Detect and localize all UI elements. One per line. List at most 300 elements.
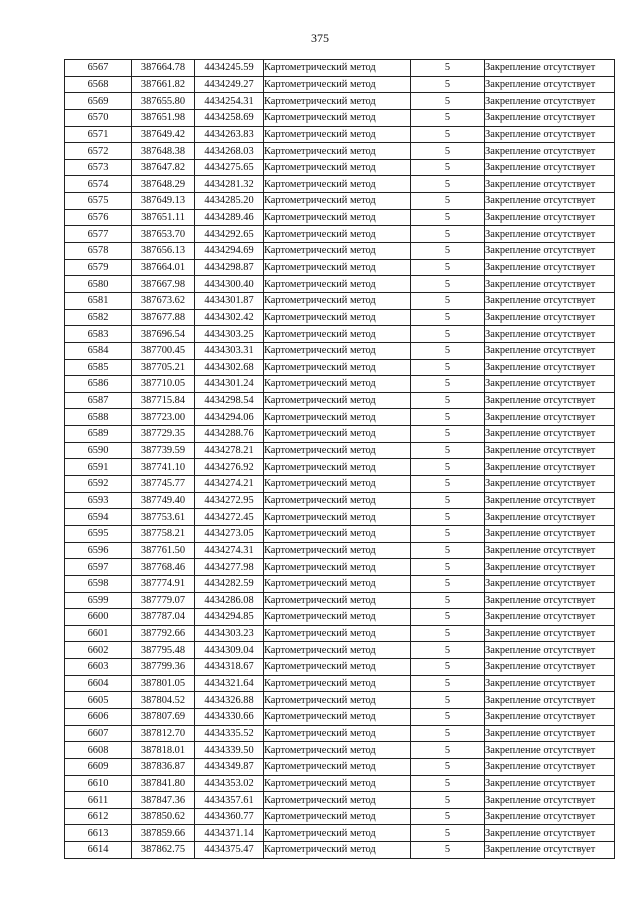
determination-method-cell: Картометрический метод [264, 725, 411, 742]
coord-x-cell: 387807.69 [132, 708, 195, 725]
point-number-cell: 6586 [65, 376, 132, 393]
accuracy-cell: 5 [411, 292, 485, 309]
coord-x-cell: 387792.66 [132, 625, 195, 642]
accuracy-cell: 5 [411, 725, 485, 742]
table-row [65, 392, 615, 409]
point-number-cell: 6591 [65, 459, 132, 476]
table-row [65, 126, 615, 143]
fixing-description-cell: Закрепление отсутствует [485, 126, 615, 143]
table-row [65, 226, 615, 243]
fixing-description-cell: Закрепление отсутствует [485, 575, 615, 592]
fixing-description-cell: Закрепление отсутствует [485, 93, 615, 110]
fixing-description-cell: Закрепление отсутствует [485, 609, 615, 626]
table-row [65, 292, 615, 309]
coord-y-cell: 4434275.65 [195, 159, 264, 176]
coord-x-cell: 387677.88 [132, 309, 195, 326]
determination-method-cell: Картометрический метод [264, 93, 411, 110]
coord-x-cell: 387710.05 [132, 376, 195, 393]
coord-x-cell: 387761.50 [132, 542, 195, 559]
fixing-description-cell: Закрепление отсутствует [485, 459, 615, 476]
point-number-cell: 6610 [65, 775, 132, 792]
table-row [65, 542, 615, 559]
coord-x-cell: 387749.40 [132, 492, 195, 509]
determination-method-cell: Картометрический метод [264, 642, 411, 659]
point-number-cell: 6614 [65, 842, 132, 859]
fixing-description-cell: Закрепление отсутствует [485, 725, 615, 742]
coord-x-cell: 387661.82 [132, 76, 195, 93]
determination-method-cell: Картометрический метод [264, 276, 411, 293]
fixing-description-cell: Закрепление отсутствует [485, 276, 615, 293]
coord-y-cell: 4434274.31 [195, 542, 264, 559]
coord-x-cell: 387812.70 [132, 725, 195, 742]
accuracy-cell: 5 [411, 243, 485, 260]
coord-y-cell: 4434278.21 [195, 442, 264, 459]
accuracy-cell: 5 [411, 159, 485, 176]
table-row [65, 808, 615, 825]
fixing-description-cell: Закрепление отсутствует [485, 176, 615, 193]
determination-method-cell: Картометрический метод [264, 659, 411, 676]
coord-x-cell: 387801.05 [132, 675, 195, 692]
accuracy-cell: 5 [411, 259, 485, 276]
determination-method-cell: Картометрический метод [264, 708, 411, 725]
accuracy-cell: 5 [411, 276, 485, 293]
determination-method-cell: Картометрический метод [264, 459, 411, 476]
fixing-description-cell: Закрепление отсутствует [485, 292, 615, 309]
accuracy-cell: 5 [411, 659, 485, 676]
determination-method-cell: Картометрический метод [264, 309, 411, 326]
determination-method-cell: Картометрический метод [264, 476, 411, 493]
point-number-cell: 6569 [65, 93, 132, 110]
determination-method-cell: Картометрический метод [264, 742, 411, 759]
coord-y-cell: 4434249.27 [195, 76, 264, 93]
coord-x-cell: 387787.04 [132, 609, 195, 626]
table-row [65, 442, 615, 459]
table-row [65, 426, 615, 443]
point-number-cell: 6608 [65, 742, 132, 759]
table-row [65, 559, 615, 576]
accuracy-cell: 5 [411, 376, 485, 393]
point-number-cell: 6612 [65, 808, 132, 825]
table-row [65, 243, 615, 260]
accuracy-cell: 5 [411, 342, 485, 359]
point-number-cell: 6579 [65, 259, 132, 276]
accuracy-cell: 5 [411, 392, 485, 409]
coord-x-cell: 387653.70 [132, 226, 195, 243]
coord-y-cell: 4434303.31 [195, 342, 264, 359]
fixing-description-cell: Закрепление отсутствует [485, 442, 615, 459]
determination-method-cell: Картометрический метод [264, 409, 411, 426]
coord-x-cell: 387847.36 [132, 792, 195, 809]
table-row [65, 525, 615, 542]
determination-method-cell: Картометрический метод [264, 426, 411, 443]
determination-method-cell: Картометрический метод [264, 392, 411, 409]
table-row [65, 342, 615, 359]
point-number-cell: 6571 [65, 126, 132, 143]
point-number-cell: 6605 [65, 692, 132, 709]
point-number-cell: 6589 [65, 426, 132, 443]
coord-x-cell: 387696.54 [132, 326, 195, 343]
coord-y-cell: 4434277.98 [195, 559, 264, 576]
coord-y-cell: 4434282.59 [195, 575, 264, 592]
coord-y-cell: 4434263.83 [195, 126, 264, 143]
determination-method-cell: Картометрический метод [264, 625, 411, 642]
coord-x-cell: 387836.87 [132, 758, 195, 775]
page-number: 375 [311, 31, 329, 45]
fixing-description-cell: Закрепление отсутствует [485, 692, 615, 709]
fixing-description-cell: Закрепление отсутствует [485, 392, 615, 409]
accuracy-cell: 5 [411, 625, 485, 642]
point-number-cell: 6602 [65, 642, 132, 659]
coord-y-cell: 4434298.87 [195, 259, 264, 276]
determination-method-cell: Картометрический метод [264, 525, 411, 542]
fixing-description-cell: Закрепление отсутствует [485, 559, 615, 576]
fixing-description-cell: Закрепление отсутствует [485, 359, 615, 376]
coord-y-cell: 4434285.20 [195, 193, 264, 210]
accuracy-cell: 5 [411, 592, 485, 609]
fixing-description-cell: Закрепление отсутствует [485, 309, 615, 326]
accuracy-cell: 5 [411, 775, 485, 792]
accuracy-cell: 5 [411, 525, 485, 542]
table-row [65, 176, 615, 193]
determination-method-cell: Картометрический метод [264, 326, 411, 343]
table-body [65, 60, 615, 859]
coord-y-cell: 4434274.21 [195, 476, 264, 493]
coord-y-cell: 4434258.69 [195, 109, 264, 126]
fixing-description-cell: Закрепление отсутствует [485, 426, 615, 443]
table-row [65, 775, 615, 792]
point-number-cell: 6588 [65, 409, 132, 426]
coord-x-cell: 387862.75 [132, 842, 195, 859]
accuracy-cell: 5 [411, 542, 485, 559]
coord-y-cell: 4434349.87 [195, 758, 264, 775]
table-row [65, 459, 615, 476]
accuracy-cell: 5 [411, 359, 485, 376]
coord-y-cell: 4434245.59 [195, 60, 264, 77]
accuracy-cell: 5 [411, 226, 485, 243]
coord-y-cell: 4434303.25 [195, 326, 264, 343]
table-row [65, 642, 615, 659]
coord-x-cell: 387745.77 [132, 476, 195, 493]
coord-y-cell: 4434272.45 [195, 509, 264, 526]
point-number-cell: 6597 [65, 559, 132, 576]
fixing-description-cell: Закрепление отсутствует [485, 792, 615, 809]
table-row [65, 592, 615, 609]
coord-y-cell: 4434371.14 [195, 825, 264, 842]
coord-x-cell: 387850.62 [132, 808, 195, 825]
point-number-cell: 6578 [65, 243, 132, 260]
point-number-cell: 6599 [65, 592, 132, 609]
fixing-description-cell: Закрепление отсутствует [485, 226, 615, 243]
coord-x-cell: 387649.13 [132, 193, 195, 210]
accuracy-cell: 5 [411, 758, 485, 775]
coord-y-cell: 4434294.85 [195, 609, 264, 626]
boundary-points-table [64, 59, 615, 859]
accuracy-cell: 5 [411, 808, 485, 825]
coord-y-cell: 4434321.64 [195, 675, 264, 692]
point-number-cell: 6601 [65, 625, 132, 642]
accuracy-cell: 5 [411, 326, 485, 343]
point-number-cell: 6607 [65, 725, 132, 742]
coord-x-cell: 387741.10 [132, 459, 195, 476]
point-number-cell: 6600 [65, 609, 132, 626]
fixing-description-cell: Закрепление отсутствует [485, 808, 615, 825]
determination-method-cell: Картометрический метод [264, 575, 411, 592]
accuracy-cell: 5 [411, 492, 485, 509]
coord-x-cell: 387651.98 [132, 109, 195, 126]
fixing-description-cell: Закрепление отсутствует [485, 342, 615, 359]
fixing-description-cell: Закрепление отсутствует [485, 842, 615, 859]
accuracy-cell: 5 [411, 708, 485, 725]
coord-x-cell: 387723.00 [132, 409, 195, 426]
fixing-description-cell: Закрепление отсутствует [485, 76, 615, 93]
table-row [65, 143, 615, 160]
coord-y-cell: 4434353.02 [195, 775, 264, 792]
coord-x-cell: 387656.13 [132, 243, 195, 260]
coord-x-cell: 387774.91 [132, 575, 195, 592]
point-number-cell: 6572 [65, 143, 132, 160]
point-number-cell: 6570 [65, 109, 132, 126]
accuracy-cell: 5 [411, 309, 485, 326]
fixing-description-cell: Закрепление отсутствует [485, 143, 615, 160]
point-number-cell: 6596 [65, 542, 132, 559]
table-row [65, 692, 615, 709]
determination-method-cell: Картометрический метод [264, 808, 411, 825]
determination-method-cell: Картометрический метод [264, 159, 411, 176]
table-row [65, 742, 615, 759]
coord-y-cell: 4434272.95 [195, 492, 264, 509]
point-number-cell: 6594 [65, 509, 132, 526]
point-number-cell: 6581 [65, 292, 132, 309]
accuracy-cell: 5 [411, 209, 485, 226]
fixing-description-cell: Закрепление отсутствует [485, 659, 615, 676]
fixing-description-cell: Закрепление отсутствует [485, 758, 615, 775]
accuracy-cell: 5 [411, 559, 485, 576]
accuracy-cell: 5 [411, 176, 485, 193]
accuracy-cell: 5 [411, 575, 485, 592]
fixing-description-cell: Закрепление отсутствует [485, 476, 615, 493]
fixing-description-cell: Закрепление отсутствует [485, 675, 615, 692]
table-row [65, 60, 615, 77]
determination-method-cell: Картометрический метод [264, 792, 411, 809]
point-number-cell: 6603 [65, 659, 132, 676]
table-row [65, 575, 615, 592]
table-row [65, 708, 615, 725]
determination-method-cell: Картометрический метод [264, 342, 411, 359]
point-number-cell: 6606 [65, 708, 132, 725]
table-row [65, 492, 615, 509]
coord-y-cell: 4434294.69 [195, 243, 264, 260]
coord-x-cell: 387715.84 [132, 392, 195, 409]
coord-x-cell: 387841.80 [132, 775, 195, 792]
coord-y-cell: 4434357.61 [195, 792, 264, 809]
fixing-description-cell: Закрепление отсутствует [485, 708, 615, 725]
point-number-cell: 6577 [65, 226, 132, 243]
fixing-description-cell: Закрепление отсутствует [485, 60, 615, 77]
determination-method-cell: Картометрический метод [264, 243, 411, 260]
fixing-description-cell: Закрепление отсутствует [485, 542, 615, 559]
determination-method-cell: Картометрический метод [264, 842, 411, 859]
table-row [65, 276, 615, 293]
determination-method-cell: Картометрический метод [264, 259, 411, 276]
fixing-description-cell: Закрепление отсутствует [485, 742, 615, 759]
table-row [65, 609, 615, 626]
coord-x-cell: 387799.36 [132, 659, 195, 676]
accuracy-cell: 5 [411, 459, 485, 476]
coord-y-cell: 4434281.32 [195, 176, 264, 193]
fixing-description-cell: Закрепление отсутствует [485, 825, 615, 842]
coord-x-cell: 387648.29 [132, 176, 195, 193]
coord-y-cell: 4434289.46 [195, 209, 264, 226]
accuracy-cell: 5 [411, 93, 485, 110]
coord-y-cell: 4434335.52 [195, 725, 264, 742]
point-number-cell: 6590 [65, 442, 132, 459]
coord-y-cell: 4434309.04 [195, 642, 264, 659]
coord-x-cell: 387673.62 [132, 292, 195, 309]
coord-y-cell: 4434254.31 [195, 93, 264, 110]
point-number-cell: 6587 [65, 392, 132, 409]
point-number-cell: 6575 [65, 193, 132, 210]
coord-x-cell: 387804.52 [132, 692, 195, 709]
point-number-cell: 6604 [65, 675, 132, 692]
fixing-description-cell: Закрепление отсутствует [485, 525, 615, 542]
determination-method-cell: Картометрический метод [264, 592, 411, 609]
table-row [65, 159, 615, 176]
fixing-description-cell: Закрепление отсутствует [485, 592, 615, 609]
determination-method-cell: Картометрический метод [264, 126, 411, 143]
coord-y-cell: 4434294.06 [195, 409, 264, 426]
table-row [65, 259, 615, 276]
accuracy-cell: 5 [411, 60, 485, 77]
coord-x-cell: 387729.35 [132, 426, 195, 443]
coord-y-cell: 4434298.54 [195, 392, 264, 409]
coord-x-cell: 387649.42 [132, 126, 195, 143]
coord-x-cell: 387700.45 [132, 342, 195, 359]
point-number-cell: 6585 [65, 359, 132, 376]
table-row [65, 209, 615, 226]
determination-method-cell: Картометрический метод [264, 376, 411, 393]
determination-method-cell: Картометрический метод [264, 176, 411, 193]
accuracy-cell: 5 [411, 742, 485, 759]
point-number-cell: 6574 [65, 176, 132, 193]
determination-method-cell: Картометрический метод [264, 60, 411, 77]
point-number-cell: 6595 [65, 525, 132, 542]
coord-y-cell: 4434301.24 [195, 376, 264, 393]
coord-x-cell: 387795.48 [132, 642, 195, 659]
coord-x-cell: 387739.59 [132, 442, 195, 459]
coord-y-cell: 4434276.92 [195, 459, 264, 476]
coord-y-cell: 4434302.42 [195, 309, 264, 326]
determination-method-cell: Картометрический метод [264, 559, 411, 576]
table-row [65, 109, 615, 126]
coord-x-cell: 387758.21 [132, 525, 195, 542]
determination-method-cell: Картометрический метод [264, 509, 411, 526]
determination-method-cell: Картометрический метод [264, 675, 411, 692]
table-row [65, 309, 615, 326]
coord-y-cell: 4434300.40 [195, 276, 264, 293]
accuracy-cell: 5 [411, 675, 485, 692]
accuracy-cell: 5 [411, 825, 485, 842]
point-number-cell: 6613 [65, 825, 132, 842]
fixing-description-cell: Закрепление отсутствует [485, 492, 615, 509]
coord-x-cell: 387664.01 [132, 259, 195, 276]
point-number-cell: 6611 [65, 792, 132, 809]
coord-y-cell: 4434375.47 [195, 842, 264, 859]
table-row [65, 758, 615, 775]
determination-method-cell: Картометрический метод [264, 359, 411, 376]
accuracy-cell: 5 [411, 792, 485, 809]
coord-x-cell: 387753.61 [132, 509, 195, 526]
determination-method-cell: Картометрический метод [264, 226, 411, 243]
determination-method-cell: Картометрический метод [264, 775, 411, 792]
coord-y-cell: 4434360.77 [195, 808, 264, 825]
table-row [65, 376, 615, 393]
accuracy-cell: 5 [411, 609, 485, 626]
fixing-description-cell: Закрепление отсутствует [485, 259, 615, 276]
point-number-cell: 6580 [65, 276, 132, 293]
coord-y-cell: 4434273.05 [195, 525, 264, 542]
fixing-description-cell: Закрепление отсутствует [485, 625, 615, 642]
table-row [65, 509, 615, 526]
fixing-description-cell: Закрепление отсутствует [485, 509, 615, 526]
determination-method-cell: Картометрический метод [264, 609, 411, 626]
coord-x-cell: 387651.11 [132, 209, 195, 226]
determination-method-cell: Картометрический метод [264, 758, 411, 775]
fixing-description-cell: Закрепление отсутствует [485, 376, 615, 393]
coord-x-cell: 387664.78 [132, 60, 195, 77]
determination-method-cell: Картометрический метод [264, 442, 411, 459]
table-row [65, 93, 615, 110]
accuracy-cell: 5 [411, 642, 485, 659]
fixing-description-cell: Закрепление отсутствует [485, 775, 615, 792]
accuracy-cell: 5 [411, 842, 485, 859]
coord-y-cell: 4434318.67 [195, 659, 264, 676]
table-row [65, 76, 615, 93]
table-row [65, 792, 615, 809]
coord-y-cell: 4434303.23 [195, 625, 264, 642]
coord-x-cell: 387818.01 [132, 742, 195, 759]
accuracy-cell: 5 [411, 476, 485, 493]
fixing-description-cell: Закрепление отсутствует [485, 209, 615, 226]
coord-y-cell: 4434326.88 [195, 692, 264, 709]
accuracy-cell: 5 [411, 109, 485, 126]
coord-x-cell: 387859.66 [132, 825, 195, 842]
table-row [65, 476, 615, 493]
point-number-cell: 6593 [65, 492, 132, 509]
coord-y-cell: 4434302.68 [195, 359, 264, 376]
determination-method-cell: Картометрический метод [264, 292, 411, 309]
fixing-description-cell: Закрепление отсутствует [485, 409, 615, 426]
table-row [65, 659, 615, 676]
table-row [65, 725, 615, 742]
fixing-description-cell: Закрепление отсутствует [485, 193, 615, 210]
point-number-cell: 6576 [65, 209, 132, 226]
determination-method-cell: Картометрический метод [264, 492, 411, 509]
point-number-cell: 6583 [65, 326, 132, 343]
coord-y-cell: 4434301.87 [195, 292, 264, 309]
coord-x-cell: 387779.07 [132, 592, 195, 609]
accuracy-cell: 5 [411, 143, 485, 160]
fixing-description-cell: Закрепление отсутствует [485, 243, 615, 260]
point-number-cell: 6582 [65, 309, 132, 326]
table-row [65, 675, 615, 692]
determination-method-cell: Картометрический метод [264, 143, 411, 160]
accuracy-cell: 5 [411, 509, 485, 526]
fixing-description-cell: Закрепление отсутствует [485, 159, 615, 176]
accuracy-cell: 5 [411, 426, 485, 443]
table-row [65, 193, 615, 210]
point-number-cell: 6598 [65, 575, 132, 592]
table-row [65, 842, 615, 859]
